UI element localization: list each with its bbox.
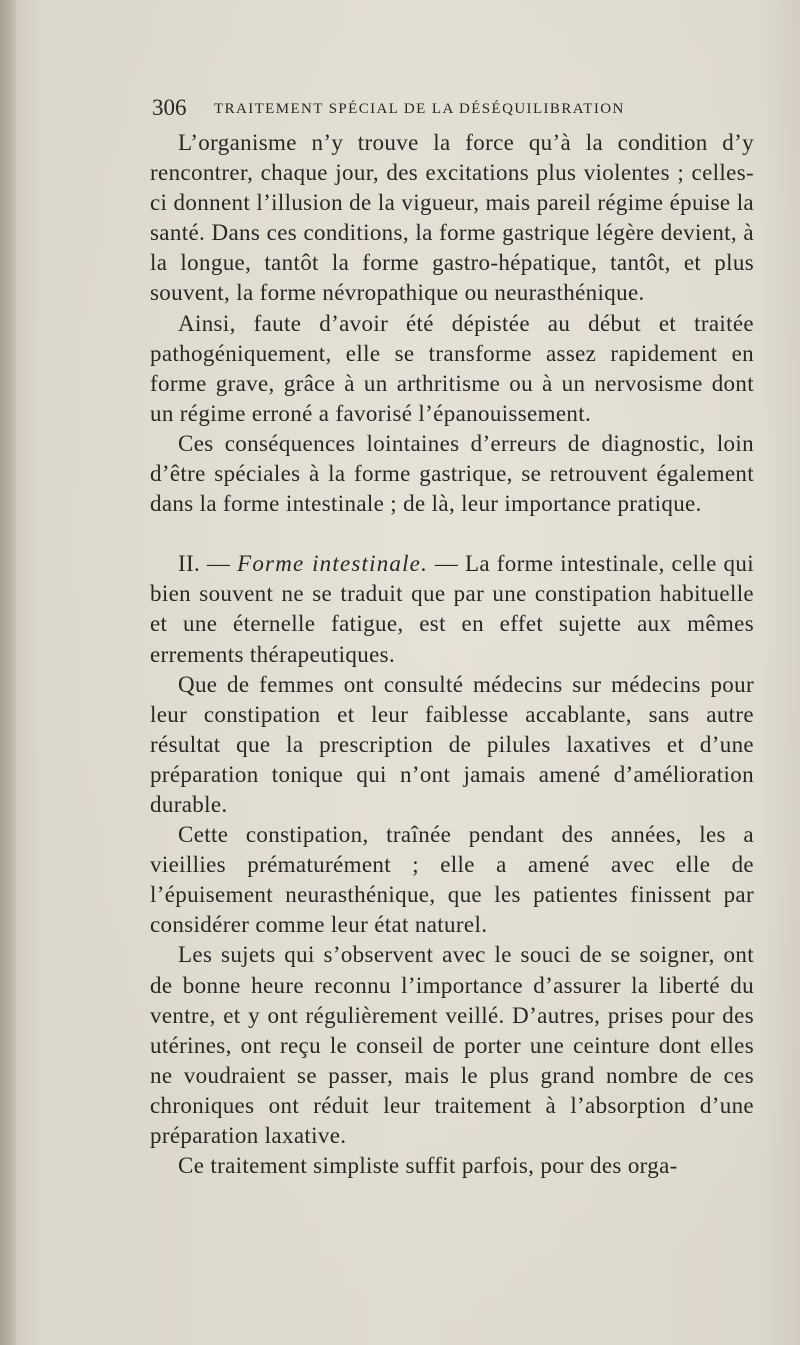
page-number: 306 — [152, 95, 187, 120]
paragraph-3: Ces conséquences lointaines d’erreurs de diagnostic, loin d’être spéciales à la forme gastrique, se retrouvent également dans la forme intestinale ; de là, leur importance pratique. — [150, 430, 754, 517]
paragraph-1: L’organisme n’y trouve la force qu’à la condition d’y rencontrer, chaque jour, des excitations plus violentes ; celles-ci donnent l’illusion de la vigueur, mais pareil régime épuise la santé. Dans ces conditions, la forme gastrique légère devient, à la longue, tantôt la forme gastro-hépatique, tantôt, et plus souvent, la forme névropathique ou neurasthénique. — [150, 130, 754, 306]
paragraph-7: Les sujets qui s’observent avec le souci de se soigner, ont de bonne heure reconnu l’importance d’assurer la liberté du ventre, et y ont régulièrement veillé. D’autres, prises pour des utérines, ont reçu le conseil de porter une ceinture dont elles ne voudraient se passer, mais le plus grand nombre de ces chroniques ont réduit leur traitement à l’absorption d’une préparation laxative. — [150, 942, 754, 1148]
paragraph-8: Ce traitement simpliste suffit parfois, pour des orga- — [178, 1153, 678, 1179]
section-text: — La forme intestinale, celle qui bien souvent ne se traduit que par une constipation habituelle et une éternelle fatigue, est en effet sujette aux mêmes errements thérapeutiques. — [150, 551, 754, 667]
paragraph-spacer — [150, 519, 754, 549]
paragraph-5: Que de femmes ont consulté médecins sur médecins pour leur constipation et leur faiblesse accablante, sans autre résultat que la prescription de pilules laxatives et d’une préparation tonique qui n’ont jamais amené d’amélioration durable. — [150, 671, 754, 817]
section-number: II. — — [178, 551, 231, 577]
section-paragraph — [150, 549, 754, 669]
page-text — [150, 128, 754, 1181]
running-head — [152, 96, 752, 120]
paragraph-6: Cette constipation, traînée pendant des années, les a vieillies prématurément ; elle a amené avec elle de l’épuisement neurasthénique, que les patientes finissent par considérer comme leur état naturel. — [150, 822, 754, 938]
section-title: Forme intestinale. — [237, 551, 429, 577]
running-title: TRAITEMENT SPÉCIAL DE LA DÉSÉQUILIBRATION — [214, 101, 625, 117]
paragraph-2: Ainsi, faute d’avoir été dépistée au début et traitée pathogéniquement, elle se transforme assez rapidement en forme grave, grâce à un arthritisme ou à un nervosisme dont un régime erroné a favorisé l’épanouissement. — [150, 310, 754, 426]
page-binding-edge — [0, 0, 16, 1345]
